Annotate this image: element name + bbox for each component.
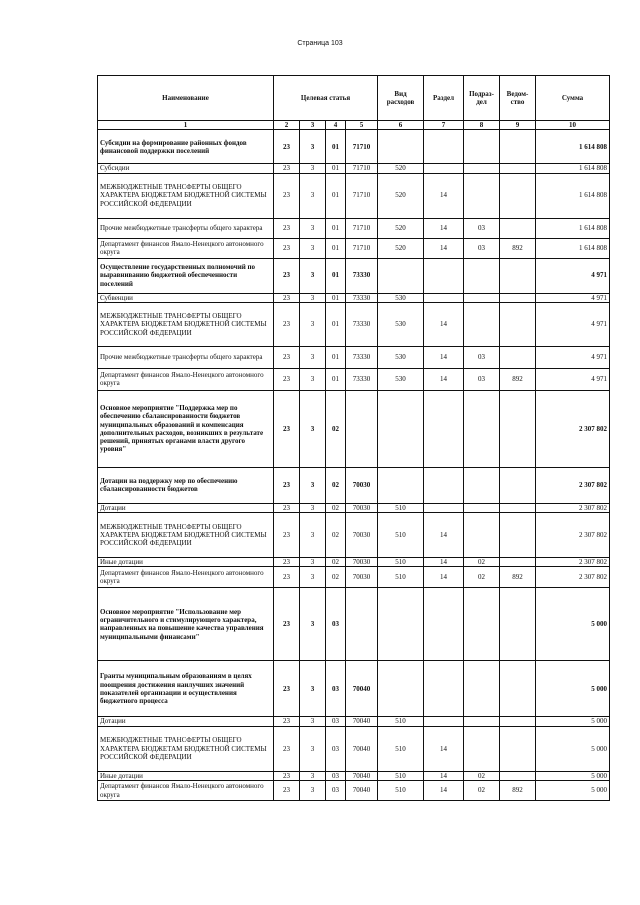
expense-type (378, 467, 424, 503)
target-article-direction (346, 588, 378, 661)
department (500, 346, 536, 368)
subsection (464, 661, 500, 717)
target-article-direction: 70030 (346, 567, 378, 588)
target-article-program: 23 (274, 513, 300, 558)
column-number: 3 (300, 121, 326, 130)
expense-type: 510 (378, 558, 424, 567)
row-name: Прочие межбюджетные трансферты общего характера (98, 346, 274, 368)
target-article-program: 23 (274, 238, 300, 258)
department (500, 588, 536, 661)
table-row (98, 368, 610, 390)
target-article-event: 01 (326, 346, 346, 368)
column-number: 1 (98, 121, 274, 130)
target-article-direction: 71710 (346, 130, 378, 164)
sum: 1 614 808 (536, 238, 610, 258)
column-number: 9 (500, 121, 536, 130)
target-article-subprogram: 3 (300, 771, 326, 780)
page-header: Страница 103 (297, 40, 343, 47)
sum: 5 000 (536, 661, 610, 717)
expense-type (378, 661, 424, 717)
target-article-direction: 73330 (346, 293, 378, 302)
section (424, 661, 464, 717)
expense-type: 520 (378, 173, 424, 218)
department (500, 173, 536, 218)
header-sum: Сумма (536, 76, 610, 121)
section: 14 (424, 781, 464, 801)
target-article-program: 23 (274, 218, 300, 238)
section (424, 164, 464, 173)
table-row (98, 173, 610, 218)
expense-type: 520 (378, 164, 424, 173)
row-name: Иные дотации (98, 558, 274, 567)
target-article-program: 23 (274, 661, 300, 717)
section (424, 258, 464, 293)
column-number: 7 (424, 121, 464, 130)
department (500, 717, 536, 726)
table-row (98, 467, 610, 503)
target-article-program: 23 (274, 558, 300, 567)
sum: 5 000 (536, 717, 610, 726)
target-article-direction: 73330 (346, 258, 378, 293)
target-article-event: 02 (326, 558, 346, 567)
table-row (98, 717, 610, 726)
header-name: Наименование (98, 76, 274, 121)
expense-type: 510 (378, 513, 424, 558)
target-article-subprogram: 3 (300, 567, 326, 588)
target-article-event: 02 (326, 390, 346, 467)
row-name: Прочие межбюджетные трансферты общего характера (98, 218, 274, 238)
target-article-direction: 70040 (346, 661, 378, 717)
expense-type: 530 (378, 293, 424, 302)
column-number: 8 (464, 121, 500, 130)
column-number: 10 (536, 121, 610, 130)
department (500, 293, 536, 302)
target-article-event: 01 (326, 130, 346, 164)
target-article-event: 03 (326, 717, 346, 726)
subsection: 02 (464, 781, 500, 801)
column-number: 6 (378, 121, 424, 130)
target-article-program: 23 (274, 130, 300, 164)
target-article-event: 02 (326, 503, 346, 512)
section (424, 467, 464, 503)
target-article-direction: 70040 (346, 771, 378, 780)
department (500, 661, 536, 717)
target-article-event: 03 (326, 781, 346, 801)
table-row (98, 258, 610, 293)
expense-type: 510 (378, 771, 424, 780)
department (500, 726, 536, 771)
sum: 2 307 802 (536, 567, 610, 588)
section: 14 (424, 238, 464, 258)
column-numbers-row (98, 121, 610, 130)
row-name: Основное мероприятие "Поддержка мер по обеспечению сбалансированности бюджетов муниципальных образований и компенсация дополнительных расходов, возникших в результате решений, принятых органами власти другого уровня" (98, 390, 274, 467)
target-article-direction: 71710 (346, 173, 378, 218)
subsection (464, 726, 500, 771)
target-article-event: 03 (326, 726, 346, 771)
target-article-event: 01 (326, 302, 346, 346)
department (500, 513, 536, 558)
expense-type: 520 (378, 238, 424, 258)
section: 14 (424, 368, 464, 390)
target-article-event: 02 (326, 567, 346, 588)
department (500, 130, 536, 164)
target-article-subprogram: 3 (300, 781, 326, 801)
target-article-direction: 70030 (346, 467, 378, 503)
table-row (98, 513, 610, 558)
sum: 2 307 802 (536, 467, 610, 503)
target-article-event: 01 (326, 368, 346, 390)
target-article-subprogram: 3 (300, 661, 326, 717)
target-article-program: 23 (274, 503, 300, 512)
row-name: Департамент финансов Ямало-Ненецкого автономного округа (98, 368, 274, 390)
target-article-program: 23 (274, 588, 300, 661)
table-row (98, 130, 610, 164)
department (500, 558, 536, 567)
header-department: Ведом-ство (500, 76, 536, 121)
row-name: Дотации на поддержку мер по обеспечению сбалансированности бюджетов (98, 467, 274, 503)
expense-type: 510 (378, 726, 424, 771)
section (424, 717, 464, 726)
row-name: МЕЖБЮДЖЕТНЫЕ ТРАНСФЕРТЫ ОБЩЕГО ХАРАКТЕРА БЮДЖЕТАМ БЮДЖЕТНОЙ СИСТЕМЫ РОССИЙСКОЙ ФЕДЕРАЦИИ (98, 726, 274, 771)
target-article-subprogram: 3 (300, 558, 326, 567)
subsection (464, 173, 500, 218)
sum: 1 614 808 (536, 164, 610, 173)
target-article-event: 02 (326, 513, 346, 558)
section (424, 390, 464, 467)
row-name: Гранты муниципальным образованиям в целях поощрения достижения наилучших значений показателей организации и осуществления бюджетного процесса (98, 661, 274, 717)
department: 892 (500, 781, 536, 801)
expense-type: 510 (378, 781, 424, 801)
sum: 4 971 (536, 302, 610, 346)
row-name: Департамент финансов Ямало-Ненецкого автономного округа (98, 567, 274, 588)
sum: 4 971 (536, 346, 610, 368)
column-number: 4 (326, 121, 346, 130)
section (424, 130, 464, 164)
target-article-program: 23 (274, 726, 300, 771)
subsection (464, 717, 500, 726)
sum: 5 000 (536, 588, 610, 661)
target-article-event: 01 (326, 293, 346, 302)
table-row (98, 164, 610, 173)
target-article-program: 23 (274, 368, 300, 390)
header-target-article: Целевая статья (274, 76, 378, 121)
sum: 2 307 802 (536, 503, 610, 512)
sum: 2 307 802 (536, 513, 610, 558)
subsection: 02 (464, 771, 500, 780)
target-article-program: 23 (274, 302, 300, 346)
section: 14 (424, 513, 464, 558)
target-article-subprogram: 3 (300, 368, 326, 390)
table-row (98, 567, 610, 588)
target-article-subprogram: 3 (300, 346, 326, 368)
subsection: 03 (464, 346, 500, 368)
row-name: Субсидии (98, 164, 274, 173)
table-row (98, 293, 610, 302)
table-row (98, 558, 610, 567)
header-subsection: Подраз-дел (464, 76, 500, 121)
section: 14 (424, 302, 464, 346)
department: 892 (500, 567, 536, 588)
header-expense-type: Вид расходов (378, 76, 424, 121)
department (500, 258, 536, 293)
subsection (464, 164, 500, 173)
target-article-program: 23 (274, 717, 300, 726)
target-article-direction: 71710 (346, 164, 378, 173)
table-row (98, 346, 610, 368)
subsection (464, 467, 500, 503)
department (500, 771, 536, 780)
target-article-subprogram: 3 (300, 293, 326, 302)
sum: 4 971 (536, 368, 610, 390)
department (500, 302, 536, 346)
target-article-program: 23 (274, 173, 300, 218)
target-article-program: 23 (274, 293, 300, 302)
target-article-program: 23 (274, 781, 300, 801)
subsection (464, 293, 500, 302)
section (424, 503, 464, 512)
target-article-event: 01 (326, 173, 346, 218)
target-article-direction: 70040 (346, 726, 378, 771)
section: 14 (424, 173, 464, 218)
expense-type: 510 (378, 567, 424, 588)
table-header (98, 76, 610, 130)
row-name: МЕЖБЮДЖЕТНЫЕ ТРАНСФЕРТЫ ОБЩЕГО ХАРАКТЕРА БЮДЖЕТАМ БЮДЖЕТНОЙ СИСТЕМЫ РОССИЙСКОЙ ФЕДЕРАЦИИ (98, 173, 274, 218)
row-name: МЕЖБЮДЖЕТНЫЕ ТРАНСФЕРТЫ ОБЩЕГО ХАРАКТЕРА БЮДЖЕТАМ БЮДЖЕТНОЙ СИСТЕМЫ РОССИЙСКОЙ ФЕДЕРАЦИИ (98, 513, 274, 558)
target-article-program: 23 (274, 258, 300, 293)
expense-type: 520 (378, 218, 424, 238)
department (500, 467, 536, 503)
row-name: Иные дотации (98, 771, 274, 780)
target-article-event: 01 (326, 218, 346, 238)
section: 14 (424, 726, 464, 771)
section: 14 (424, 558, 464, 567)
target-article-direction: 70030 (346, 558, 378, 567)
budget-table (97, 75, 610, 801)
target-article-subprogram: 3 (300, 130, 326, 164)
expense-type (378, 130, 424, 164)
subsection: 02 (464, 567, 500, 588)
target-article-subprogram: 3 (300, 726, 326, 771)
subsection (464, 130, 500, 164)
expense-type: 510 (378, 717, 424, 726)
table-row (98, 588, 610, 661)
row-name: Департамент финансов Ямало-Ненецкого автономного округа (98, 781, 274, 801)
expense-type (378, 390, 424, 467)
table-row (98, 390, 610, 467)
target-article-event: 02 (326, 467, 346, 503)
target-article-program: 23 (274, 346, 300, 368)
section: 14 (424, 567, 464, 588)
expense-type (378, 588, 424, 661)
department: 892 (500, 368, 536, 390)
section: 14 (424, 218, 464, 238)
target-article-event: 01 (326, 164, 346, 173)
sum: 4 971 (536, 293, 610, 302)
target-article-program: 23 (274, 164, 300, 173)
subsection (464, 258, 500, 293)
subsection (464, 588, 500, 661)
table-body (98, 130, 610, 801)
target-article-direction: 73330 (346, 302, 378, 346)
target-article-subprogram: 3 (300, 173, 326, 218)
subsection: 03 (464, 238, 500, 258)
expense-type: 530 (378, 346, 424, 368)
target-article-subprogram: 3 (300, 390, 326, 467)
row-name: Субвенции (98, 293, 274, 302)
section (424, 293, 464, 302)
row-name: Дотации (98, 503, 274, 512)
sum: 2 307 802 (536, 390, 610, 467)
sum: 1 614 808 (536, 218, 610, 238)
section: 14 (424, 771, 464, 780)
table-row (98, 726, 610, 771)
target-article-direction (346, 390, 378, 467)
subsection (464, 390, 500, 467)
department (500, 503, 536, 512)
target-article-direction: 70030 (346, 513, 378, 558)
subsection (464, 302, 500, 346)
subsection (464, 503, 500, 512)
table-row (98, 218, 610, 238)
table-row (98, 238, 610, 258)
target-article-direction: 70040 (346, 781, 378, 801)
row-name: Дотации (98, 717, 274, 726)
sum: 1 614 808 (536, 173, 610, 218)
target-article-subprogram: 3 (300, 218, 326, 238)
table-row (98, 781, 610, 801)
department: 892 (500, 238, 536, 258)
target-article-direction: 70040 (346, 717, 378, 726)
column-number: 2 (274, 121, 300, 130)
section (424, 588, 464, 661)
column-number: 5 (346, 121, 378, 130)
department (500, 164, 536, 173)
sum: 1 614 808 (536, 130, 610, 164)
target-article-event: 03 (326, 661, 346, 717)
table-row (98, 771, 610, 780)
row-name: Основное мероприятие "Использование мер ограничительного и стимулирующего характера, направленных на повышение качества управления муниципальными финансами" (98, 588, 274, 661)
target-article-direction: 71710 (346, 218, 378, 238)
sum: 4 971 (536, 258, 610, 293)
subsection (464, 513, 500, 558)
row-name: Осуществление государственных полномочий по выравниванию бюджетной обеспеченности поселений (98, 258, 274, 293)
target-article-direction: 71710 (346, 238, 378, 258)
department (500, 390, 536, 467)
target-article-subprogram: 3 (300, 258, 326, 293)
header-section: Раздел (424, 76, 464, 121)
target-article-event: 01 (326, 258, 346, 293)
sum: 2 307 802 (536, 558, 610, 567)
target-article-subprogram: 3 (300, 588, 326, 661)
row-name: МЕЖБЮДЖЕТНЫЕ ТРАНСФЕРТЫ ОБЩЕГО ХАРАКТЕРА БЮДЖЕТАМ БЮДЖЕТНОЙ СИСТЕМЫ РОССИЙСКОЙ ФЕДЕРАЦИИ (98, 302, 274, 346)
expense-type (378, 258, 424, 293)
target-article-program: 23 (274, 467, 300, 503)
target-article-subprogram: 3 (300, 503, 326, 512)
subsection: 03 (464, 368, 500, 390)
table-row (98, 661, 610, 717)
expense-type: 510 (378, 503, 424, 512)
department (500, 218, 536, 238)
target-article-direction: 70030 (346, 503, 378, 512)
table-row (98, 302, 610, 346)
target-article-event: 03 (326, 771, 346, 780)
expense-type: 530 (378, 302, 424, 346)
section: 14 (424, 346, 464, 368)
table-row (98, 503, 610, 512)
target-article-subprogram: 3 (300, 302, 326, 346)
target-article-subprogram: 3 (300, 238, 326, 258)
sum: 5 000 (536, 726, 610, 771)
expense-type: 530 (378, 368, 424, 390)
target-article-direction: 73330 (346, 368, 378, 390)
row-name: Субсидии на формирование районных фондов финансовой поддержки поселений (98, 130, 274, 164)
sum: 5 000 (536, 781, 610, 801)
target-article-direction: 73330 (346, 346, 378, 368)
target-article-program: 23 (274, 390, 300, 467)
target-article-subprogram: 3 (300, 717, 326, 726)
row-name: Департамент финансов Ямало-Ненецкого автономного округа (98, 238, 274, 258)
sum: 5 000 (536, 771, 610, 780)
target-article-event: 01 (326, 238, 346, 258)
subsection: 02 (464, 558, 500, 567)
target-article-program: 23 (274, 771, 300, 780)
target-article-subprogram: 3 (300, 467, 326, 503)
target-article-event: 03 (326, 588, 346, 661)
target-article-subprogram: 3 (300, 513, 326, 558)
target-article-program: 23 (274, 567, 300, 588)
target-article-subprogram: 3 (300, 164, 326, 173)
subsection: 03 (464, 218, 500, 238)
